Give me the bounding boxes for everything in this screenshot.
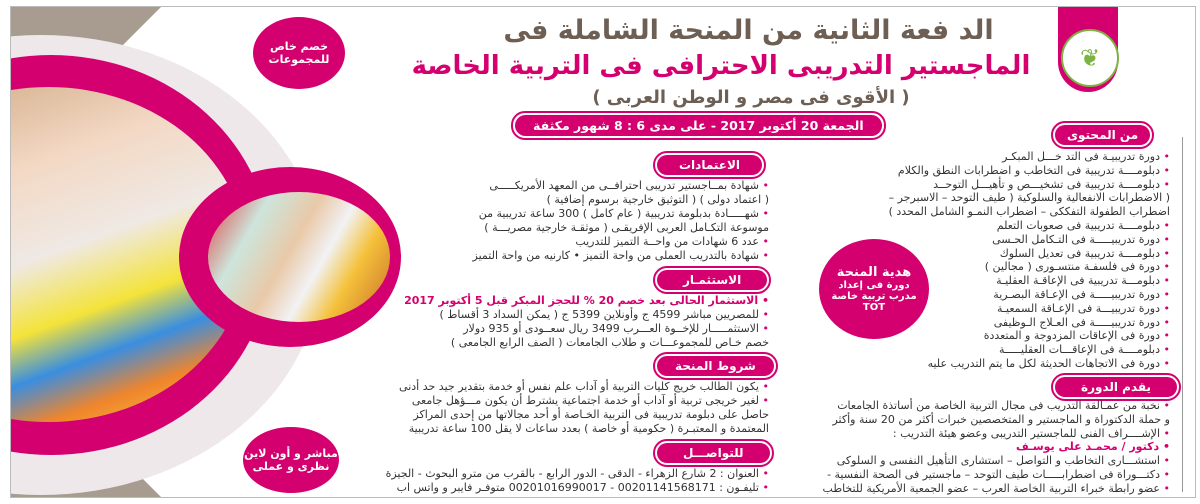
content-list-item: • دورة تدريبيـــــة فى الإعـاقة البصـرية [889, 288, 1170, 302]
contact-list-item: • العنوان : 2 شارع الزهراء - الدقى - الدور الرابع - بالقرب من مترو البحوث - الجيزة [386, 467, 769, 481]
content-list-item: • دورة فى الاتجاهات الحديثة لكل ما يتم التدريب عليه [889, 357, 1170, 371]
title-line-3: ( الأقوى فى مصر و الوطن العربى ) [592, 87, 910, 108]
content-list-item: • دورة فى فلسفـة منتسـورى ( مجالين ) [889, 260, 1170, 274]
content-list-item: • دورة تدريبيـــة فى الإعـاقة السمعيـة [889, 302, 1170, 316]
content-list-item: ( الاضطرابات الانفعالية والسلوكية ( طيف التوحد – الاسبرجر – [888, 191, 1170, 205]
presenters-list-item: • عضو رابطة خبراء التربية الخاصة العرب – عضو الجمعية الأمريكية للتخاطب [823, 482, 1170, 496]
conditions-list-item: المعتمدة و المعتبـرة ( حكومية أو خاصة ) بعدد ساعات لا يقل 100 ساعة تدريبية [408, 422, 769, 435]
investment-list-item: خصم خـاص للمجموعـــات و طلاب الجامعات ( الصف الرابع الجامعى ) [450, 336, 769, 349]
content-list-item: • دبلومــــة تدريبية فى تعديل السلوك [889, 247, 1170, 261]
content-list-item: • دبلومــــة فى الإعاقـــات العقليـــــة [889, 343, 1170, 357]
date-pill: الجمعة 20 أكتوبر 2017 - على مدى 6 : 8 شهور مكثفة [511, 111, 886, 140]
contact-list-item: • تليفـون : 00201141568171 - 00201016990017 متوفـر فايبر و واتس اب [386, 481, 769, 495]
investment-list-item: • للمصريين مباشر 4599 ج وأونلاين 5399 ج ( يمكن السداد 3 أقساط ) [404, 308, 769, 322]
accreditations-list-item: • شهادة بالتدريب العملى من واحة التميز • كارنيه من واحة التميز [473, 249, 769, 263]
investment-pill: الاستثمـار [653, 266, 771, 294]
conditions-pill: شروط المنحة [653, 352, 778, 380]
presenters-list-item: • دكتور / محمـد على يوسـف [823, 440, 1170, 454]
conditions-list [399, 380, 769, 436]
right-divider [1182, 137, 1183, 492]
accreditations-list-item: • شهادة بمــاجستير تدريبى احترافــى من المعهد الأمريكـــــى [473, 179, 769, 193]
content-list [889, 150, 1170, 371]
accreditations-pill: الاعتمادات [653, 151, 766, 179]
presenters-list-item: • استشـــارى التخاطب و التواصل – استشارى التأهيل النفسى و السلوكى [823, 454, 1170, 468]
content-list-item: • دورة تدريبيـــــة فى العـلاج الـوظيفى [889, 316, 1170, 330]
investment-list-item: • الاستثمـــــار للإخــوة العـــرب 3499 ريال سعــودى أو 935 دولار [404, 322, 769, 336]
content-list-item: • دورة فى الإعاقات المزدوجة و المتعددة [889, 329, 1170, 343]
logo [1061, 29, 1119, 87]
title-line-1: الد فعة الثانية من المنحة الشاملة فى [503, 15, 994, 46]
flyer [10, 6, 1196, 498]
contact-pill: للتواصـــل [653, 439, 774, 467]
accreditations-list-item: • شهـــــادة بدبلومة تدريبية ( عام كامل ) 300 ساعة تدريبية من [473, 207, 769, 221]
investment-list-item: • الاستثمار الحالى بعد خصم 20 % للحجز المبكر قبل 5 أكتوبر 2017 [404, 294, 769, 308]
group-discount-bubble: خصم خاص للمجموعات [253, 17, 345, 89]
conditions-list-item: حاصل على دبلومة تدريبية فى التربية الخـاصة أو أحد مجالاتها من إحدى المراكز [413, 408, 769, 421]
content-list-item: • دورة تدريبيـــــة فى التـكامل الحـسى [889, 233, 1170, 247]
content-list-item: • دبلومــــة تدريبية فى تشخيـــص و تأهيـــل التوحــد [889, 178, 1170, 192]
tree-logo-icon: ❦ [1079, 44, 1101, 72]
accreditations-list-item: موسوعة التكـامل العربى الإفريقـى ( موثقـة خارجية مصريـــة ) [484, 221, 769, 234]
content-list-item: • دورة تدريبيـة فى التد خـــل المبكـر [889, 150, 1170, 164]
content-list-item: • دبلومـــة تدريبية فى الإعاقـة العقليـة [889, 274, 1170, 288]
presenters-pill: يقدم الدورة [1051, 373, 1181, 401]
mode-bubble: مباشر و أون لاين نظرى و عملى [243, 427, 339, 493]
contact-list [386, 467, 769, 495]
presenters-list-item: و حملة الدكتوراة و الماجستير و المتخصصين خبرات أكثر من 20 سنة وأكثر [832, 412, 1170, 426]
presenters-list-item: • الإشــــراف الفنى للماجستير التدريبى وعضو هيئة التدريب : [823, 427, 1170, 441]
title-line-2: الماجستير التدريبى الاحترافى فى التربية الخاصة [411, 51, 1031, 81]
investment-list [404, 294, 769, 350]
accreditations-list [473, 179, 769, 263]
conditions-list-item: • يكون الطالب خريج كليات التربية أو آداب علم نفس أو خدمة بتقدير جيد حد أدنى [399, 380, 769, 394]
presenters-list [823, 399, 1170, 496]
presenters-list-item: • دكتـــوراة فى اضطرابـــــات طيف التوحد – ماجستير فى الصحة النفسية - [823, 468, 1170, 482]
content-list-item: اضطراب الطفولة التفككى – اضطراب النمـو الشامل المحدد ) [888, 205, 1170, 219]
presenters-list-item: • نخبة من عمـالقة التدريب فى مجال التربية الخاصة من أساتذة الجامعات [823, 399, 1170, 413]
content-list-item: • دبلومــــة تدريبية فى صعوبات التعلم [889, 219, 1170, 233]
content-list-item: • دبلومــــة تدريبية فى التخاطب و اضطرابات النطق والكلام [889, 164, 1170, 178]
content-pill: من المحتوى [1051, 121, 1154, 149]
small-photo [208, 192, 390, 322]
gift-bubble: هدية المنحة دورة فى إعداد مدرب تربية خاصة TOT [819, 239, 929, 339]
accreditations-list-item: • عدد 6 شهادات من واحــة التميز للتدريب [473, 235, 769, 249]
conditions-list-item: • لغير خريجى تربية أو آداب أو خدمة اجتماعية يشترط أن يكون مـــؤهل جامعى [399, 394, 769, 408]
accreditations-list-item: ( اعتماد دولى ) ( التوثيق خارجية برسوم إضافية ) [546, 193, 769, 206]
